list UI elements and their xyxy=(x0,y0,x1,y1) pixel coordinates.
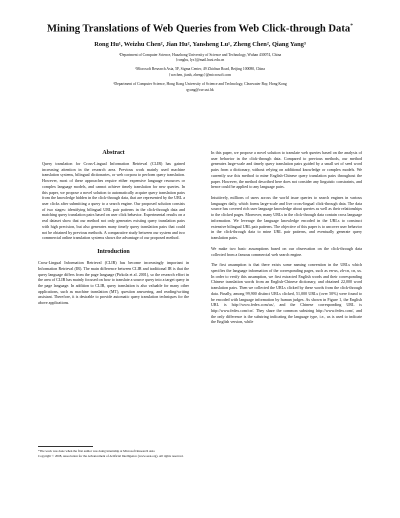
left-column xyxy=(38,150,189,459)
author-list: Rong Hu¹, Weizhu Chen², Jian Hu², Yansheng Lu¹, Zheng Chen², Qiang Yang³ xyxy=(94,40,306,48)
footnotes xyxy=(38,446,189,460)
right-paragraph-1: In this paper, we propose a novel solution to translate web queries based on the analysis of user behavior in the click-through data. Compared to previous methods, our method generates large-scale and timely query translation pairs guided by a small set of seed word pairs from a dictionary, without relying on additional knowledge or complex models. We currently use this method to mine English-Chinese query translation pairs throughout the paper. However, the method described here does not consider any linguistic constraints, and hence could be applied to any language pairs. xyxy=(211,150,362,190)
right-paragraph-4: The first assumption is that there exists some naming convention in the URLs which specifies the language information of the corresponding pages, such as en-us, zh-cn, cn, us. In order to verify this assumption, we first extracted English words and their corresponding Chinese translation words from an English-Chinese dictionary, and obtained 22,000 word translation pairs. Then we collected the URLs clicked by these words from the click-through data. Finally, among 99,900 distinct URLs clicked, 51,000 URLs (over 50%) were found to be encoded with language information by human judges. As shown in Figure 1, the English URL is http://www.fedex.com/us/, and the Chinese corresponding URL is http://www.fedex.com/cn/. They share the common substring http://www.fedex.com/, and the only difference is the substring indicating the language type, i.e., us is used to indicate the English version, while xyxy=(211,262,362,325)
affiliation-3-email: qyang@cse.ust.hk xyxy=(186,88,214,93)
right-paragraph-2: Intuitively, millions of users across the world issue queries to search engines in various languages daily, which forms large-scale and live cross-lingual click-through data. The data source has covered rich user language knowledge about queries as well as their relationships to the clicked pages. Moreover, many URLs in the click-through data contain cross language information. We leverage the language knowledge encoded in the URLs to construct extensive bilingual URL pair patterns. The objective of this paper is to uncover user behavior in the click-through data to mine URL pair patterns, and eventually generate query translation pairs. xyxy=(211,195,362,241)
affiliation-3 xyxy=(38,82,362,94)
right-paragraph-3: We make two basic assumptions based on our observation on the click-through data collected from a famous commercial web search engine. xyxy=(211,245,362,257)
affiliation-2-email: {wzchen, jianh, zhengc}@microsoft.com xyxy=(168,73,232,78)
body-columns xyxy=(38,150,362,510)
affiliation-1-email: {ronghu, lys}@mail.hust.edu.cn xyxy=(175,58,225,63)
footnote-internship: *The work was done when the first author was doing internship at Microsoft Research Asia xyxy=(38,449,155,453)
footnote-copyright: Copyright © 2008, Association for the Advancement of Artificial Intelligence (www.aaai.org). All rights reserved. xyxy=(38,454,184,459)
footnote-rule xyxy=(38,446,93,447)
introduction-heading: Introduction xyxy=(97,249,130,256)
affiliation-1-org: ¹Department of Computer Science, Huazhong University of Science and Technology, Wuhan 430074, China xyxy=(118,52,282,57)
paper-title xyxy=(38,20,362,36)
introduction-paragraph-1: Cross-Lingual Information Retrieval (CLIR) has become increasingly important in Information Retrieval (IR). The main difference between CLIR and traditional IR is that the query language differs from the page language (Pirkola et al. 2001), so the research effort in the area of CLIR has mainly focused on how to translate a source query into a target query in the page language. In addition to CLIR, query translation is also valuable for many other applications, such as machine translation (MT), question answering, and reading/writing assistant. Therefore, it is desirable to provide automatic query translation techniques for the above applications. xyxy=(38,260,189,306)
abstract-text: Query translation for Cross-Lingual Information Retrieval (CLIR) has gained increasing attention in the research area. Previous work mainly used machine translation systems, bilingual dictionaries, or web corpora to perform query translation. However, most of these approaches require either expensive language resources or complex language models, and cannot achieve timely translation for new queries. In this paper, we propose a novel solution to automatically acquire query translation pairs from the knowledge hidden in the click-through data, that are represented by the URL a user clicks after submitting a query to a search engine. Our proposed solution consists of two stages: identifying bilingual URL pair patterns in the click-through data and matching query translation pairs based on user click behavior. Experimental results on a real dataset show that our method not only generates existing query translation pairs with high precision, but also generates many timely query translation pairs that could not be obtained by previous methods. A comparative study between our system and two commercial online translation systems shows the advantage of our proposed method. xyxy=(42,161,185,241)
title-text: Mining Translations of Web Queries from Web Click-through Data xyxy=(47,23,351,35)
affiliation-3-org: ³Department of Computer Science, Hong Kong University of Science and Technology, Clearwater Bay, Hong Kong xyxy=(113,82,287,87)
affiliation-2 xyxy=(38,67,362,79)
affiliations xyxy=(38,53,362,94)
affiliation-1 xyxy=(38,53,362,65)
abstract-heading: Abstract xyxy=(102,150,125,156)
affiliation-2-org: ²Microsoft Research Asia, 5F, Sigma Center, 49 Zhichun Road, Beijing 100080, China xyxy=(135,67,265,72)
right-column xyxy=(211,150,362,330)
title-footnote-mark: * xyxy=(350,23,353,29)
